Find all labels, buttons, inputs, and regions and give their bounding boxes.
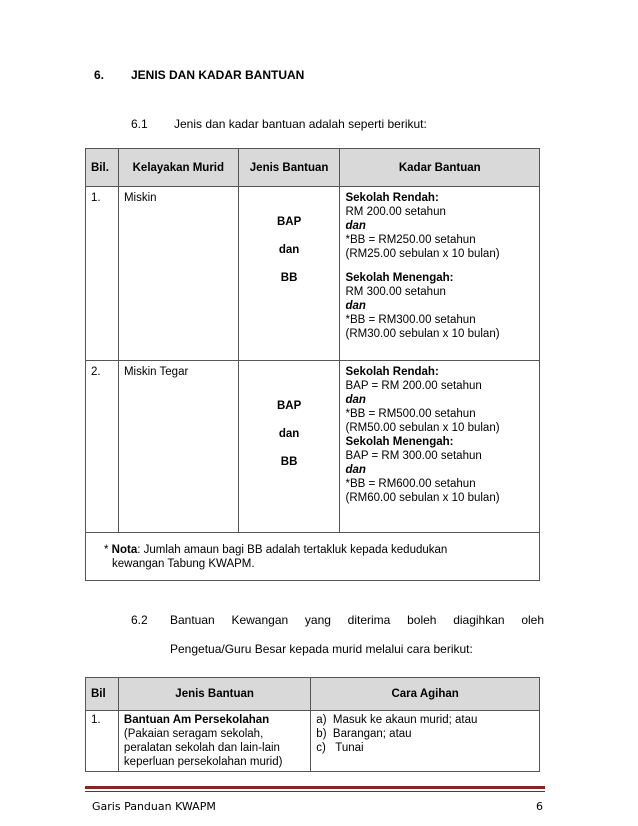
kadar-menengah-line3: (RM30.00 sebulan x 10 bulan) <box>345 328 500 340</box>
jenis-dan: dan <box>278 244 300 256</box>
subsection2-number: 6.2 <box>131 613 148 627</box>
cara-agihan-table <box>85 677 540 772</box>
kadar-rendah-line3: (RM50.00 sebulan x 10 bulan) <box>345 422 500 434</box>
kadar-rendah-line1: RM 200.00 setahun <box>345 206 446 218</box>
cara-item: b) Barangan; atau <box>316 728 412 740</box>
subsection2-word: diagihkan <box>453 613 505 627</box>
note-line1: : Jumlah amaun bagi BB adalah tertakluk kepada kedudukan <box>137 544 448 556</box>
cara-item: a) Masuk ke akaun murid; atau <box>316 714 478 726</box>
jenis-dan: dan <box>278 428 300 440</box>
row-cara <box>311 711 540 772</box>
jenis-line: (Pakaian seragam sekolah, <box>123 728 264 740</box>
table-row <box>86 187 540 361</box>
kadar-menengah-dan: dan <box>345 464 366 476</box>
table-row <box>86 361 540 533</box>
jenis-line: peralatan sekolah dan lain-lain <box>123 742 280 754</box>
row-jenis <box>118 711 310 772</box>
subsection-text: Jenis dan kadar bantuan adalah seperti berikut: <box>174 117 427 131</box>
subsection-number: 6.1 <box>131 117 148 131</box>
note-line2: kewangan Tabung KWAPM. <box>112 558 255 570</box>
kadar-menengah-line3: (RM60.00 sebulan x 10 bulan) <box>345 492 500 504</box>
row-kadar <box>340 361 540 533</box>
footer-rule <box>85 786 545 789</box>
page-number: 6 <box>536 800 543 813</box>
column-header-kadar: Kadar Bantuan <box>340 149 540 187</box>
row-bil: 1. <box>86 187 119 361</box>
row-kadar <box>340 187 540 361</box>
cara-item: c) Tunai <box>316 742 364 754</box>
subsection2-word: yang <box>304 613 331 627</box>
kadar-menengah-line2: *BB = RM600.00 setahun <box>345 478 476 490</box>
subsection2-word: diterima <box>347 613 391 627</box>
subsection2-line1 <box>170 613 544 627</box>
kadar-rendah-dan: dan <box>345 220 366 232</box>
note-label: Nota <box>111 544 138 556</box>
subsection2-line2: Pengetua/Guru Besar kepada murid melalui cara berikut: <box>170 642 473 656</box>
note-row <box>86 533 540 581</box>
kadar-rendah-title: Sekolah Rendah: <box>345 192 439 204</box>
kadar-rendah-line2: *BB = RM500.00 setahun <box>345 408 476 420</box>
kadar-menengah-title: Sekolah Menengah: <box>345 436 454 448</box>
kadar-menengah-line1: RM 300.00 setahun <box>345 286 446 298</box>
jenis-bap: BAP <box>276 400 302 412</box>
kadar-rendah-dan: dan <box>345 394 366 406</box>
jenis-bap: BAP <box>276 216 302 228</box>
column-header-kelayakan: Kelayakan Murid <box>118 149 238 187</box>
column-header-jenis: Jenis Bantuan <box>238 149 340 187</box>
row-kelayakan: Miskin Tegar <box>118 361 238 533</box>
kadar-rendah-line3: (RM25.00 sebulan x 10 bulan) <box>345 248 500 260</box>
kadar-rendah-line2: *BB = RM250.00 setahun <box>345 234 476 246</box>
footer-rule-thin <box>85 791 545 792</box>
row-kelayakan: Miskin <box>118 187 238 361</box>
row-jenis <box>238 361 340 533</box>
subsection2-word: oleh <box>521 613 544 627</box>
kadar-rendah-title: Sekolah Rendah: <box>345 366 439 378</box>
kadar-menengah-line2: *BB = RM300.00 setahun <box>345 314 476 326</box>
note-cell <box>86 533 540 581</box>
jenis-title: Bantuan Am Persekolahan <box>123 714 270 726</box>
row-bil: 1. <box>86 711 119 772</box>
row-jenis <box>238 187 340 361</box>
subsection2-word: Kewangan <box>231 613 289 627</box>
kadar-rendah-line1: BAP = RM 200.00 setahun <box>345 380 482 392</box>
column-header-cara: Cara Agihan <box>311 678 540 711</box>
row-bil: 2. <box>86 361 119 533</box>
kadar-bantuan-table <box>85 148 540 581</box>
note-prefix: * <box>104 544 112 556</box>
kadar-menengah-dan: dan <box>345 300 366 312</box>
subsection2-word: Bantuan <box>170 613 215 627</box>
subsection2-word: boleh <box>407 613 437 627</box>
table-row <box>86 711 540 772</box>
jenis-line: keperluan persekolahan murid) <box>123 756 283 768</box>
section-number: 6. <box>94 68 105 82</box>
footer-title: Garis Panduan KWAPM <box>92 800 216 813</box>
column-header-bil: Bil <box>86 678 119 711</box>
jenis-bb: BB <box>280 456 298 468</box>
jenis-bb: BB <box>280 272 298 284</box>
table-header-row <box>86 149 540 187</box>
kadar-menengah-title: Sekolah Menengah: <box>345 272 454 284</box>
kadar-menengah-line1: BAP = RM 300.00 setahun <box>345 450 482 462</box>
table-header-row <box>86 678 540 711</box>
section-title: JENIS DAN KADAR BANTUAN <box>131 68 305 82</box>
column-header-bil: Bil. <box>86 149 119 187</box>
column-header-jenis: Jenis Bantuan <box>118 678 310 711</box>
